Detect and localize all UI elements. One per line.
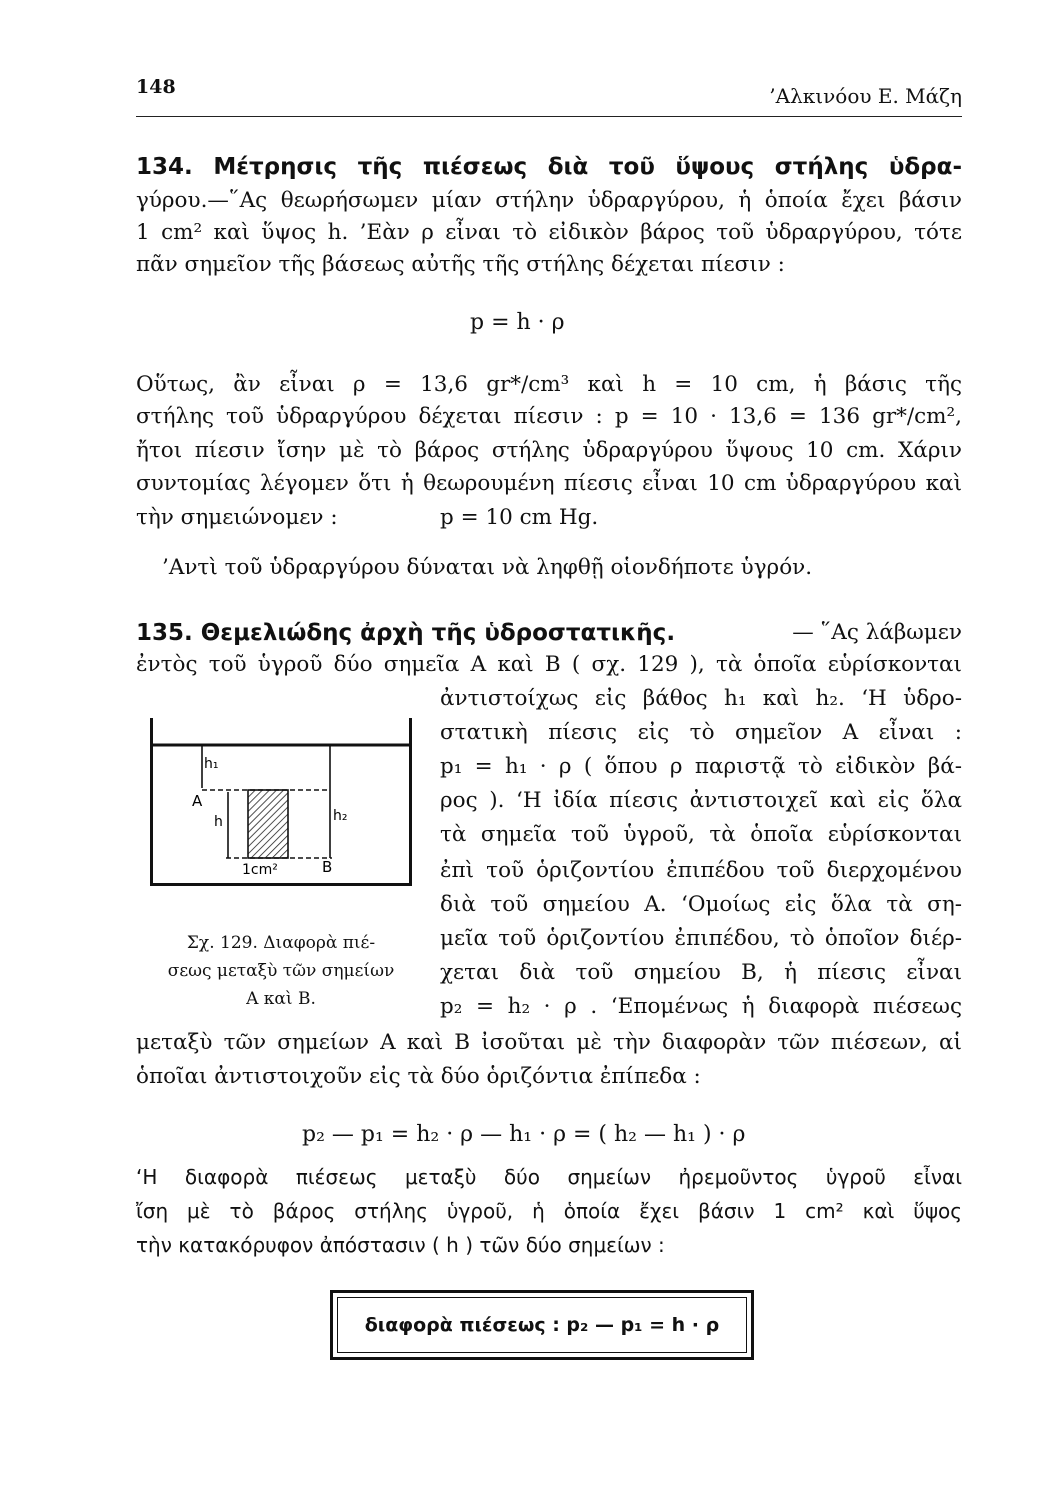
side-line: p₂ = h₂ · ρ . ‘Επομένως ἡ διαφορὰ πιέσεως (440, 994, 962, 1019)
point-b-label: B (322, 858, 333, 876)
point-a-label: A (192, 792, 203, 810)
side-line: στατικὴ πίεσις εἰς τὸ σημεῖον Α εἶναι : (440, 720, 962, 745)
side-line: χεται διὰ τοῦ σημείου Β, ἡ πίεσις εἶναι (440, 960, 962, 985)
side-line: ἀντιστοίχως εἰς βάθος h₁ καὶ h₂. ‘Η ὑδρο- (440, 686, 962, 711)
section-134-closing: ’Αντὶ τοῦ ὑδραργύρου δύναται νὰ ληφθῇ οἱονδήποτε ὑγρόν. (162, 555, 813, 580)
formula-difference: p₂ — p₁ = h₂ · ρ — h₁ · ρ = ( h₂ — h₁ ) · ρ (302, 1122, 746, 1147)
section-134-line: γύρου.—῞Ας θεωρήσωμεν μίαν στήλην ὑδραργύρου, ἡ ὁποία ἔχει βάσιν (136, 188, 962, 213)
boxed-result-text: διαφορὰ πιέσεως : p₂ — p₁ = h · ρ (337, 1297, 747, 1353)
section-135-heading-line (136, 618, 962, 649)
principle-line: τὴν κατακόρυφον ἀπόστασιν ( h ) τῶν δύο σημείων : (136, 1233, 665, 1257)
side-line: διὰ τοῦ σημείου Α. ‘Ομοίως εἰς ὅλα τὰ ση- (440, 892, 962, 917)
section-134-line: 1 cm² καὶ ὕψος h. ’Εὰν ρ εἶναι τὸ εἰδικὸν βάρος τοῦ ὑδραργύρου, τότε (136, 220, 962, 245)
section-134-line: ἤτοι πίεσιν ἴσην μὲ τὸ βάρος στήλης ὑδραργύρου ὕψους 10 cm. Χάριν (136, 438, 962, 463)
section-134-line: στήλης τοῦ ὑδραργύρου δέχεται πίεσιν : p = 10 · 13,6 = 136 gr*/cm², (136, 404, 962, 429)
hatched-column (248, 790, 288, 858)
area-label: 1cm² (242, 862, 278, 878)
figure-caption-line: Α καὶ Β. (246, 989, 316, 1009)
h-label: h (214, 814, 223, 830)
formula-hg: p = 10 cm Hg. (440, 505, 599, 530)
page-header (136, 70, 962, 117)
h2-label: h₂ (333, 808, 348, 824)
principle-line: ‘Η διαφορὰ πιέσεως μεταξὺ δύο σημείων ἠρεμοῦντος ὑγροῦ εἶναι (136, 1165, 962, 1189)
side-line: ρος ). ‘Η ἰδία πίεσις ἀντιστοιχεῖ καὶ εἰς ὅλα (440, 788, 962, 813)
principle-line: ἴση μὲ τὸ βάρος στήλης ὑγροῦ, ἡ ὁποία ἔχει βάσιν 1 cm² καὶ ὕψος (136, 1199, 962, 1223)
page-number: 148 (136, 76, 176, 98)
h1-label: h₁ (204, 756, 219, 772)
figure-129 (150, 718, 420, 888)
last-line-start: τὴν σημειώνομεν : (136, 505, 338, 530)
section-134-line: πᾶν σημεῖον τῆς βάσεως αὐτῆς τῆς στήλης δέχεται πίεσιν : (136, 252, 785, 277)
figure-caption-line: σεως μεταξὺ τῶν σημείων (167, 961, 395, 981)
section-135-line: μεταξὺ τῶν σημείων Α καὶ Β ἰσοῦται μὲ τὴν διαφορὰν τῶν πιέσεων, αἱ (136, 1030, 962, 1055)
side-line: τὰ σημεῖα τοῦ ὑγροῦ, τὰ ὁποῖα εὑρίσκονται (440, 822, 962, 847)
section-134-line: Οὕτως, ἂν εἶναι ρ = 13,6 gr*/cm³ καὶ h = 10 cm, ἡ βάσις τῆς (136, 372, 962, 397)
side-line: μεῖα τοῦ ὁριζοντίου ἐπιπέδου, τὸ ὁποῖον διέρ- (440, 926, 962, 951)
section-135-line: ὁποῖαι ἀντιστοιχοῦν εἰς τὰ δύο ὁριζόντια ἐπίπεδα : (136, 1064, 701, 1089)
running-head: ’Αλκινόου Ε. Μάζη (769, 84, 962, 108)
section-135-heading: 135. Θεμελιώδης ἀρχὴ τῆς ὑδροστατικῆς. (136, 620, 676, 646)
section-134-line (136, 503, 962, 533)
section-134-heading: 134. Μέτρησις τῆς πιέσεως διὰ τοῦ ὕψους στήλης ὑδρα- (136, 154, 962, 180)
section-134-line: συντομίας λέγομεν ὅτι ἡ θεωρουμένη πίεσις εἶναι 10 cm ὑδραργύρου καὶ (136, 471, 962, 496)
figure-caption-line: Σχ. 129. Διαφορὰ πιέ- (186, 933, 376, 953)
side-line: p₁ = h₁ · ρ ( ὅπου ρ παριστᾷ τὸ εἰδικὸν βά- (440, 754, 962, 779)
section-135-heading-tail: — ῞Ας λάβωμεν (792, 620, 962, 645)
boxed-result (330, 1290, 754, 1360)
section-135-line: ἐντὸς τοῦ ὑγροῦ δύο σημεῖα Α καὶ Β ( σχ. 129 ), τὰ ὁποῖα εὑρίσκονται (136, 652, 962, 677)
side-line: ἐπὶ τοῦ ὁριζοντίου ἐπιπέδου τοῦ διερχομένου (440, 858, 962, 883)
formula-pressure: p = h · ρ (470, 310, 565, 335)
